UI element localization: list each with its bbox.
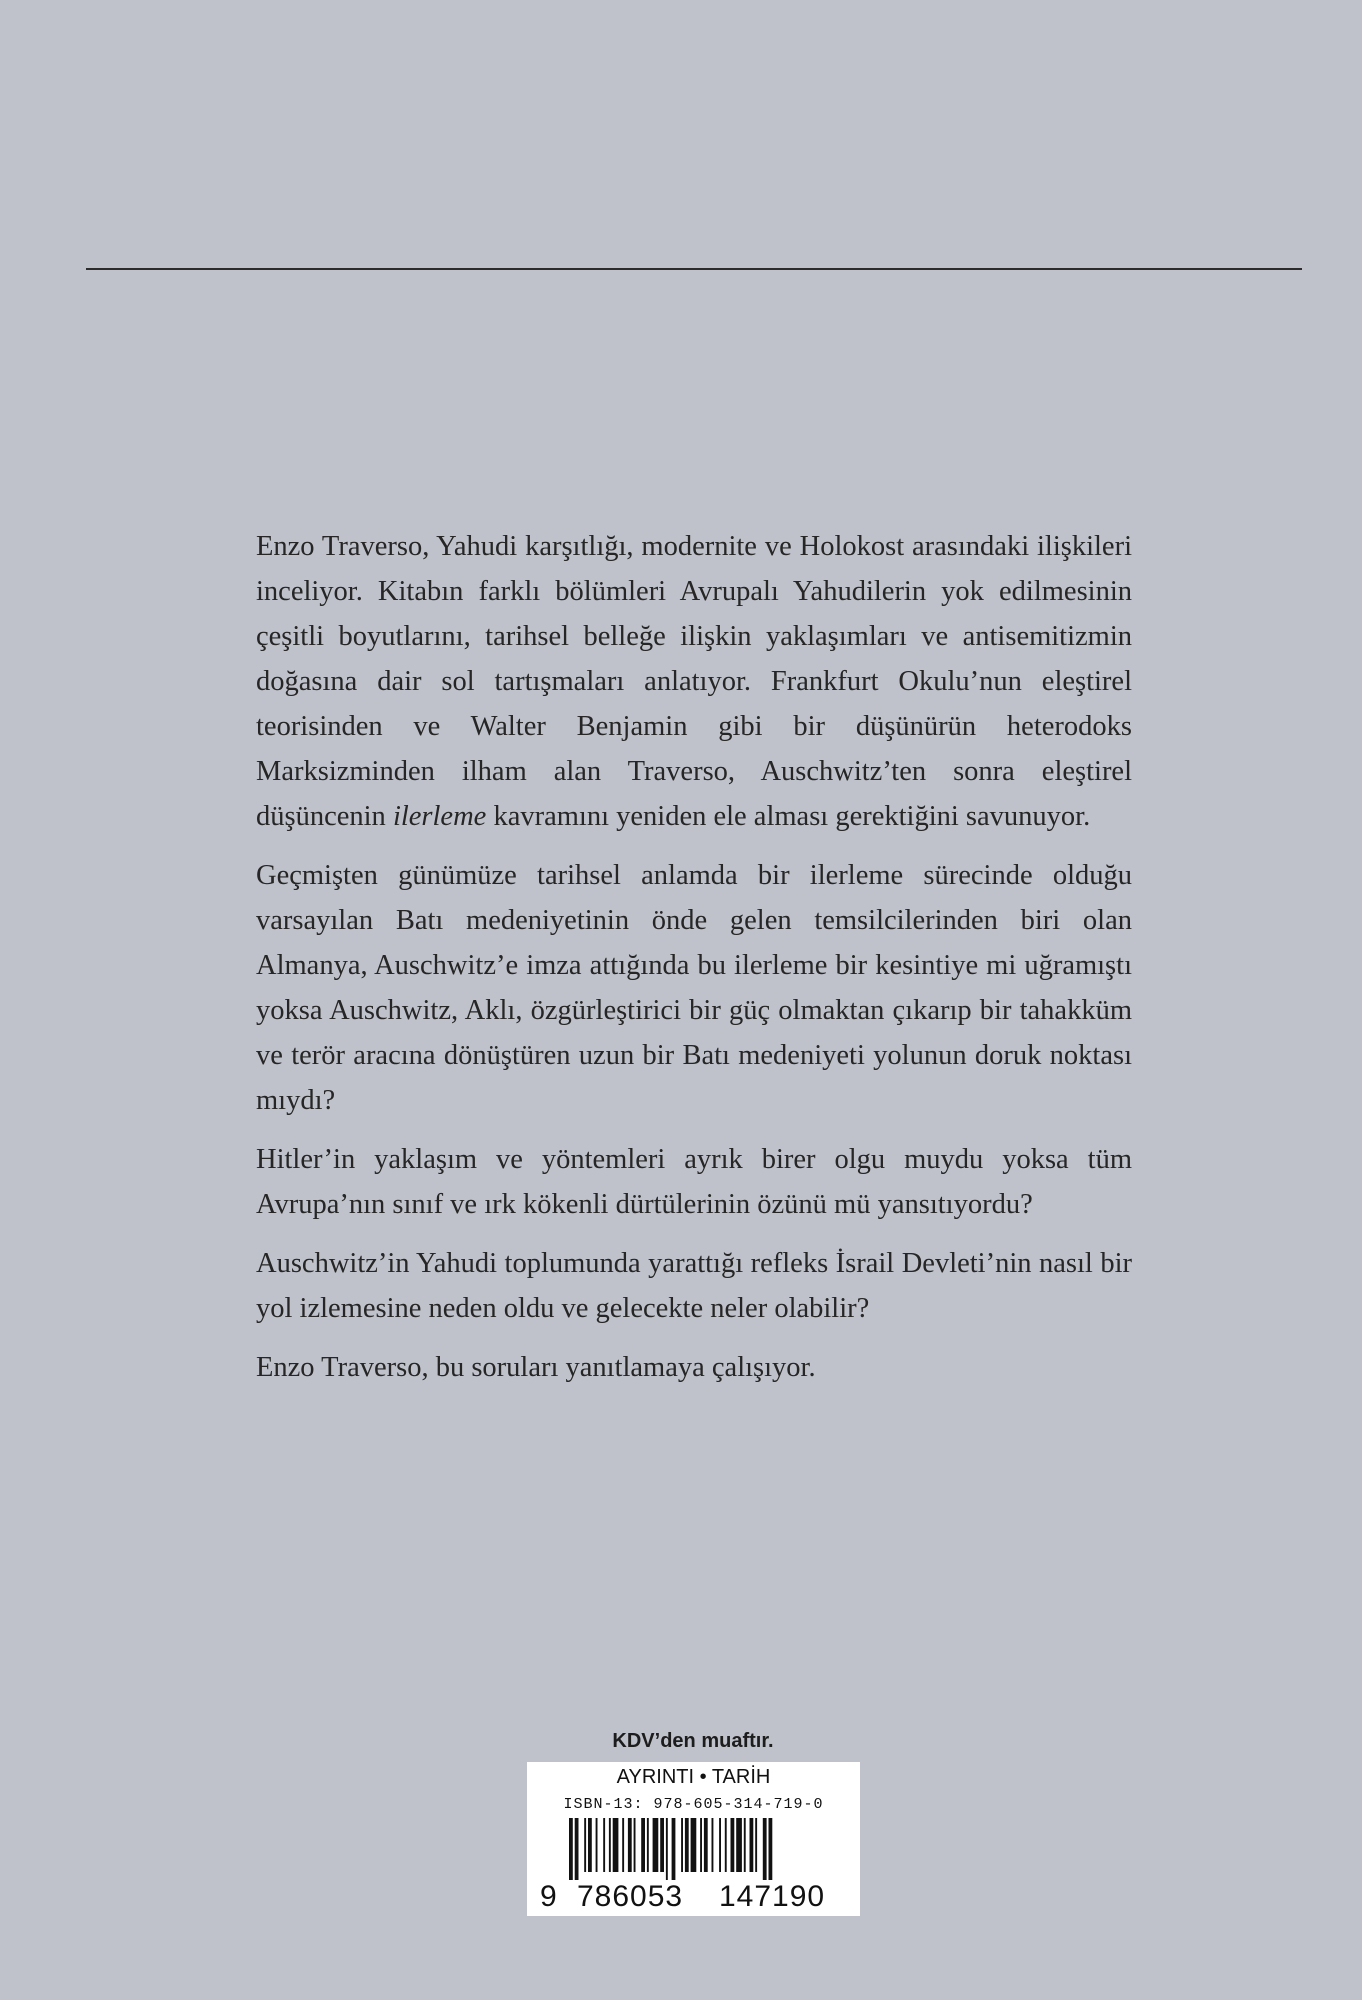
barcode-bar-0	[569, 1818, 573, 1880]
barcode-digits	[527, 1880, 860, 1912]
blurb-paragraph-4: Auschwitz’in Yahudi toplumunda yarattığı refleks İsrail Devleti’nin nasıl bir yol izlemesine neden oldu ve gelecekte neler olabilir?	[256, 1248, 1132, 1324]
isbn-text: ISBN-13: 978-605-314-719-0	[563, 1796, 824, 1813]
barcode-bar-16	[672, 1818, 676, 1880]
barcode-bar-10	[634, 1818, 636, 1872]
barcode-bars	[569, 1818, 829, 1880]
barcode-bar-4	[596, 1818, 598, 1872]
barcode-digit-first: 9	[540, 1880, 557, 1913]
barcode-bar-13	[653, 1818, 659, 1872]
top-divider-rule	[86, 268, 1302, 270]
barcode-bar-17	[681, 1818, 683, 1872]
barcode-bar-6	[609, 1818, 611, 1872]
barcode-bar-28	[750, 1818, 754, 1872]
barcode-bar-27	[744, 1818, 746, 1872]
barcode-bar-30	[763, 1818, 767, 1880]
barcode-bar-11	[641, 1818, 645, 1872]
barcode-bar-9	[628, 1818, 632, 1872]
barcode-bar-12	[647, 1818, 649, 1872]
barcode-bar-15	[666, 1818, 668, 1880]
emphasized-term: ilerleme	[392, 801, 487, 832]
publisher-series: AYRINTI • TARİH	[616, 1766, 771, 1788]
barcode-bar-29	[755, 1818, 757, 1872]
barcode-bar-22	[712, 1818, 714, 1872]
barcode-bar-25	[731, 1818, 735, 1872]
barcode-bar-1	[575, 1818, 579, 1880]
barcode-bar-5	[603, 1818, 605, 1872]
barcode-bar-26	[736, 1818, 742, 1872]
barcode-bar-19	[691, 1818, 697, 1872]
barcode-bar-7	[613, 1818, 619, 1872]
blurb-paragraph-5: Enzo Traverso, bu soruları yanıtlamaya çalışıyor.	[256, 1352, 816, 1383]
barcode-bar-2	[584, 1818, 586, 1872]
barcode-digits-left: 786053	[577, 1880, 684, 1913]
barcode-bar-24	[725, 1818, 727, 1872]
barcode-bar-23	[719, 1818, 721, 1872]
blurb-paragraph-1: Enzo Traverso, Yahudi karşıtlığı, modernite ve Holokost arasındaki ilişkileri inceliyor. Kitabın farklı bölümleri Avrupalı Yahudilerin yok edilmesinin çeşitli boyutlarını, tarihsel belleğe ilişkin yaklaşımları ve antisemitizmin doğasına dair sol tartışmaları anlatıyor. Frankfurt Okulu’nun eleştirel teorisinden ve Walter Benjamin gibi bir düşünürün heterodoks Marksizminden ilham alan Traverso, Auschwitz’ten sonra eleştirel düşüncenin ilerleme kavramını yeniden ele alması gerektiğini savunuyor.	[256, 531, 1132, 832]
barcode-label	[527, 1762, 860, 1916]
back-cover-blurb	[256, 524, 1132, 1404]
barcode-bar-20	[700, 1818, 702, 1872]
vat-exempt-note: KDV’den muaftır.	[612, 1730, 774, 1752]
barcode-bar-21	[704, 1818, 708, 1872]
barcode-bar-8	[622, 1818, 624, 1872]
blurb-paragraph-2: Geçmişten günümüze tarihsel anlamda bir ilerleme sürecinde olduğu varsayılan Batı medeniyetinin önde gelen temsilcilerinden biri olan Almanya, Auschwitz’e imza attığında bu ilerleme bir kesintiye mi uğramıştı yoksa Auschwitz, Aklı, özgürleştirici bir güç olmaktan çıkarıp bir tahakküm ve terör aracına dönüştüren uzun bir Batı medeniyeti yolunun doruk noktası mıydı?	[256, 860, 1132, 1116]
barcode-bar-18	[685, 1818, 689, 1872]
barcode-bar-3	[588, 1818, 592, 1872]
barcode-digits-right: 147190	[719, 1880, 826, 1913]
blurb-paragraph-3: Hitler’in yaklaşım ve yöntemleri ayrık birer olgu muydu yoksa tüm Avrupa’nın sınıf ve ırk kökenli dürtülerinin özünü mü yansıtıyordu?	[256, 1144, 1132, 1220]
barcode-bar-14	[660, 1818, 664, 1872]
barcode-bar-31	[769, 1818, 773, 1880]
